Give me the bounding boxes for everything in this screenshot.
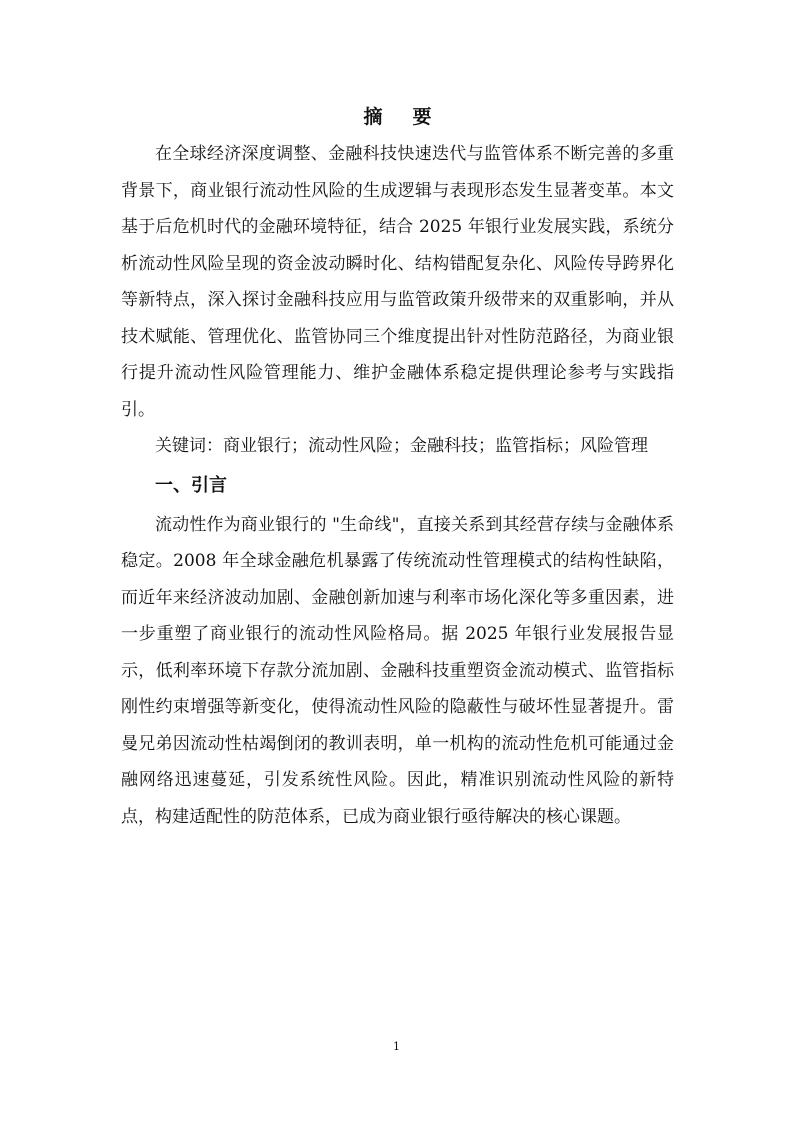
abstract-title-char-2: 要	[412, 106, 432, 128]
page-content	[121, 98, 674, 835]
introduction-paragraph: 流动性作为商业银行的 "生命线"，直接关系到其经营存续与金融体系稳定。2008 年全球金融危机暴露了传统流动性管理模式的结构性缺陷，而近年来经济波动加剧、金融创新加速与利率市场化深化等多重因素，进一步重塑了商业银行的流动性风险格局。据 2025 年银行业发展报告显示，低利率环境下存款分流加剧、金融科技重塑资金流动模式、监管指标刚性约束增强等新变化，使得流动性风险的隐蔽性与破坏性显著提升。雷曼兄弟因流动性枯竭倒闭的教训表明，单一机构的流动性危机可能通过金融网络迅速蔓延，引发系统性风险。因此，精准识别流动性风险的新特点，构建适配性的防范体系，已成为商业银行亟待解决的核心课题。	[121, 514, 674, 827]
abstract-paragraph: 在全球经济深度调整、金融科技快速迭代与监管体系不断完善的多重背景下，商业银行流动性风险的生成逻辑与表现形态发生显著变革。本文基于后危机时代的金融环境特征，结合 2025 年银行业发展实践，系统分析流动性风险呈现的资金波动瞬时化、结构错配复杂化、风险传导跨界化等新特点，深入探讨金融科技应用与监管政策升级带来的双重影响，并从技术赋能、管理优化、监管协同三个维度提出针对性防范路径，为商业银行提升流动性风险管理能力、维护金融体系稳定提供理论参考与实践指引。	[121, 144, 674, 420]
page-number: 1	[393, 1040, 400, 1053]
abstract-title-char-1: 摘	[363, 106, 383, 128]
keywords-paragraph: 关键词：商业银行；流动性风险；金融科技；监管指标；风险管理	[155, 436, 648, 456]
abstract-title	[121, 98, 674, 136]
section-heading-introduction: 一、引言	[155, 474, 227, 496]
